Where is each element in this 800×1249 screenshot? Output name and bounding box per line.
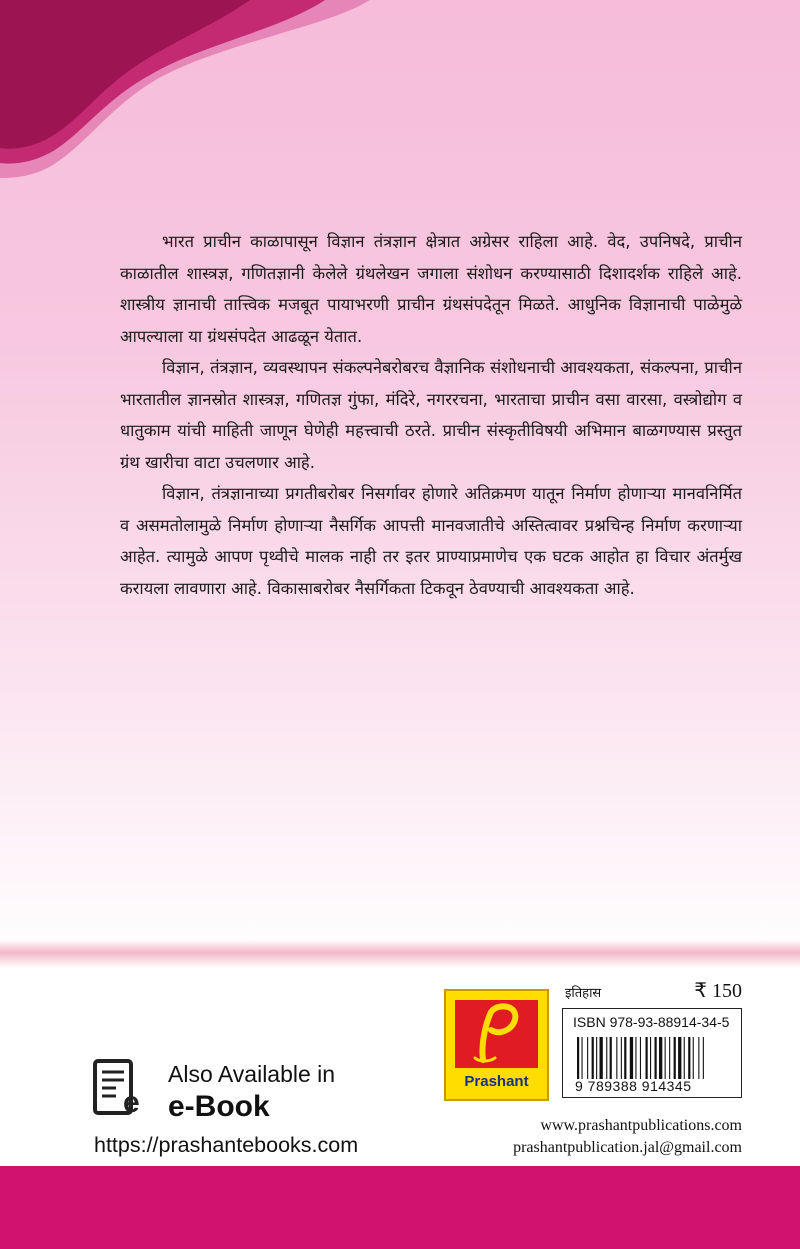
barcode-bar [655, 1037, 657, 1079]
isbn-number: ISBN 978-93-88914-34-5 [573, 1014, 730, 1030]
ebook-availability-text: Also Available in [168, 1061, 336, 1087]
book-category: इतिहास [565, 986, 602, 1001]
barcode-digits: 9 789388 914345 [575, 1078, 692, 1094]
barcode-bar [624, 1037, 626, 1079]
barcode-bar [659, 1037, 662, 1079]
barcode-bar [600, 1037, 603, 1079]
barcode-bar [587, 1037, 588, 1079]
barcode-bar [698, 1037, 699, 1079]
barcode-bar [674, 1037, 676, 1079]
barcode-bar [582, 1037, 583, 1079]
book-price: ₹ 150 [694, 980, 742, 1002]
svg-text:e: e [123, 1086, 140, 1119]
barcode-bar [693, 1037, 694, 1079]
barcode-bar [621, 1037, 622, 1079]
blurb-paragraph: विज्ञान, तंत्रज्ञानाच्या प्रगतीबरोबर निसर्गावर होणारे अतिक्रमण यातून निर्माण होणाऱ्या मानवनिर्मित व असमतोलामुळे निर्माण होणाऱ्या नैसर्गिक आपत्ती मानवजातीचे अस्तित्वावर प्रश्नचिन्ह निर्माण करणाऱ्या आहेत. त्यामुळे आपण पृथ्वीचे मालक नाही तर इतर प्राण्याप्रमाणेच एक घटक आहोत हा विचार अंतर्मुख करायला लावणारा आहे. विकासाबरोबर नैसर्गिकता टिकवून ठेवण्याची आवश्यकता आहे. [120, 484, 742, 598]
ebook-title: e-Book [168, 1090, 270, 1123]
footer-band [0, 1166, 800, 1249]
barcode-bar [669, 1037, 670, 1079]
publisher-name: Prashant [464, 1073, 529, 1090]
blurb-paragraph: विज्ञान, तंत्रज्ञान, व्यवस्थापन संकल्पनेबरोबरच वैज्ञानिक संशोधनाची आवश्यकता, संकल्पना, प्राचीन भारतातील ज्ञानस्रोत शास्त्रज्ञ, गणितज्ञ गुंफा, मंदिरे, नगररचना, भारताचा प्राचीन वसा वारसा, वस्त्रोद्योग व धातुकाम यांची माहिती जाणून घेणेही महत्त्वाची ठरते. प्राचीन संस्कृतीविषयी अभिमान बाळगण्यास प्रस्तुत ग्रंथ खारीचा वाटा उचलणार आहे. [120, 358, 742, 472]
logo-red-panel [455, 1000, 538, 1068]
barcode-bar [665, 1037, 666, 1079]
barcode-bar [646, 1037, 648, 1079]
publisher-logo [444, 989, 549, 1101]
decorative-wave [0, 0, 800, 200]
barcode-bar [577, 1037, 579, 1079]
publisher-website[interactable]: www.prashantpublications.com [540, 1117, 742, 1134]
barcode-bar [650, 1037, 651, 1079]
barcode-bar [635, 1037, 636, 1079]
barcode-bar [596, 1037, 597, 1079]
back-cover-blurb [120, 226, 742, 604]
barcode-bar [606, 1037, 607, 1079]
ebook-url[interactable]: https://prashantebooks.com [94, 1133, 359, 1157]
barcode-bar [640, 1037, 641, 1079]
pink-divider [0, 940, 800, 968]
barcode-bar [610, 1037, 612, 1079]
barcode-bar [592, 1037, 594, 1079]
barcode-bar [684, 1037, 685, 1079]
blurb-paragraph: भारत प्राचीन काळापासून विज्ञान तंत्रज्ञान क्षेत्रात अग्रेसर राहिला आहे. वेद, उपनिषदे, प्राचीन काळातील शास्त्रज्ञ, गणितज्ञानी केलेले ग्रंथलेखन जगाला संशोधन करण्यासाठी दिशादर्शक राहिले आहे. शास्त्रीय ज्ञानाची तात्त्विक मजबूत पायाभरणी प्राचीन ग्रंथसंपदेतून मिळते. आधुनिक विज्ञानाची पाळेमुळे आपल्याला या ग्रंथसंपदेत आढळून येतात. [120, 232, 742, 346]
logo-p-glyph [455, 1000, 538, 1068]
barcode-bar [688, 1037, 690, 1079]
ebook-icon [92, 1058, 154, 1120]
barcode-bar [616, 1037, 617, 1079]
publisher-email[interactable]: prashantpublication.jal@gmail.com [513, 1139, 742, 1156]
barcode-bar [703, 1037, 704, 1079]
barcode-bar [630, 1037, 633, 1079]
barcode-bar [678, 1037, 681, 1079]
